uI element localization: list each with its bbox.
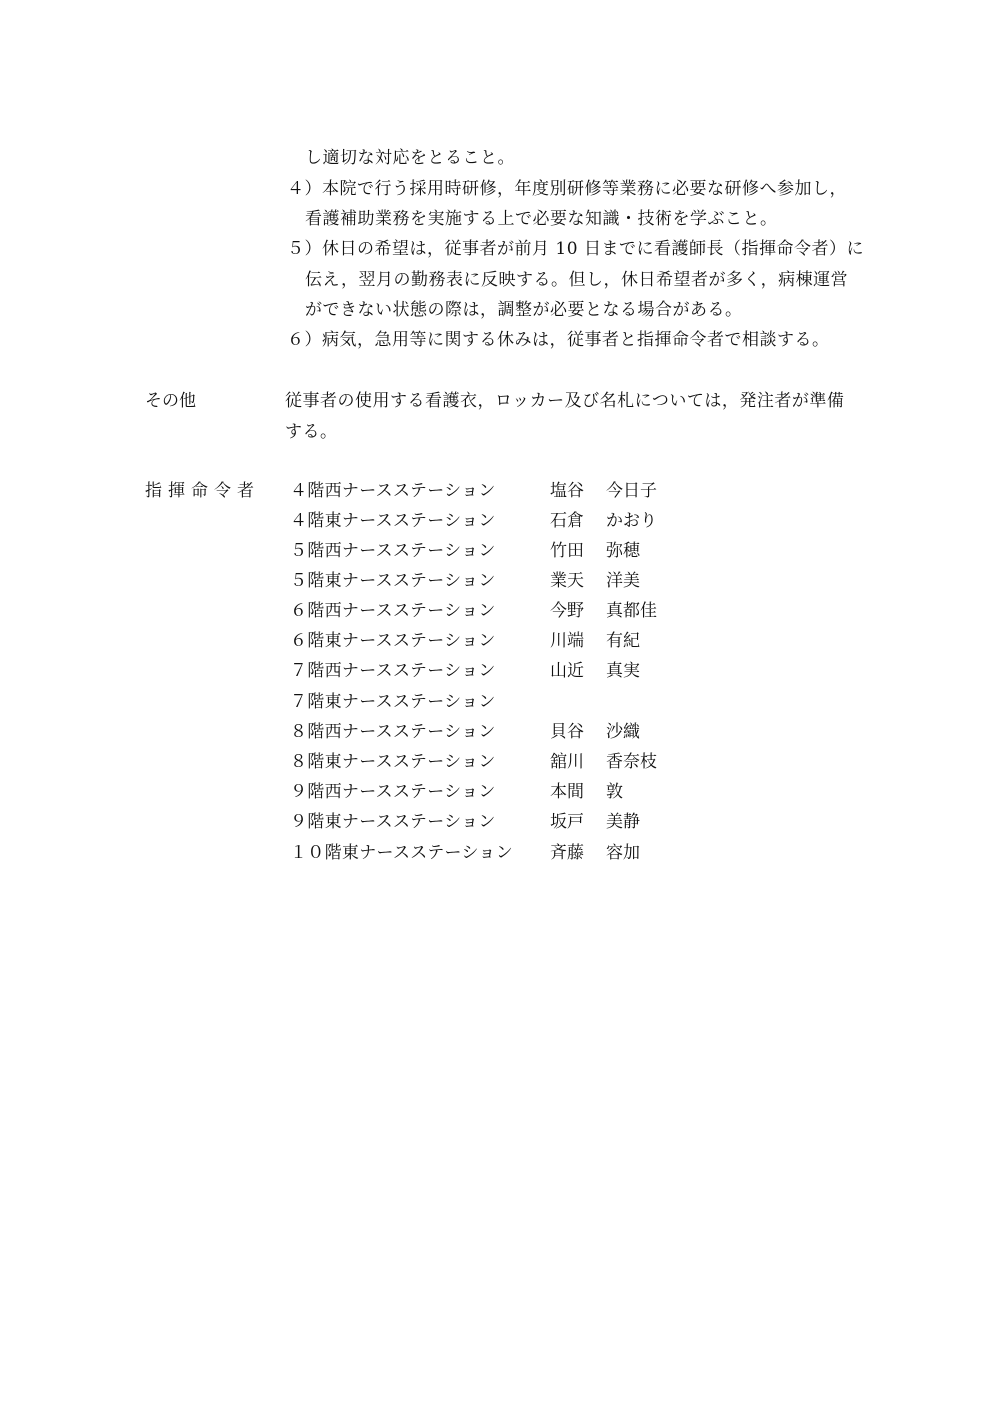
commander-given-name: かおり xyxy=(606,511,657,531)
duty-continuation-text: し適切な対応をとること。 xyxy=(305,148,515,168)
commander-surname: 竹田 xyxy=(550,541,584,561)
station-name: ４階東ナースステーション xyxy=(290,511,496,531)
commander-surname: 斉藤 xyxy=(550,843,584,863)
station-name: ９階西ナースステーション xyxy=(290,782,496,802)
commander-surname: 舘川 xyxy=(550,752,584,772)
station-name: ４階西ナースステーション xyxy=(290,481,496,501)
station-name: ７階西ナースステーション xyxy=(290,661,496,681)
station-name: ７階東ナースステーション xyxy=(290,692,496,712)
duty-item-4-line-2: 看護補助業務を実施する上で必要な知識・技術を学ぶこと。 xyxy=(305,209,778,229)
commander-given-name: 容加 xyxy=(606,843,640,863)
station-name: ５階西ナースステーション xyxy=(290,541,496,561)
duty-item-5-line-2: 伝え，翌月の勤務表に反映する。但し，休日希望者が多く，病棟運営 xyxy=(305,270,849,290)
commander-surname: 貝谷 xyxy=(550,722,584,742)
duty-item-5-line-3: ができない状態の際は，調整が必要となる場合がある。 xyxy=(305,300,743,320)
other-section-line-2: する。 xyxy=(285,422,338,442)
station-name: ６階西ナースステーション xyxy=(290,601,496,621)
commander-given-name: 香奈枝 xyxy=(606,752,657,772)
station-name: １０階東ナースステーション xyxy=(290,843,514,863)
commander-given-name: 今日子 xyxy=(606,481,657,501)
station-name: ５階東ナースステーション xyxy=(290,571,496,591)
other-section-line-1: 従事者の使用する看護衣，ロッカー及び名札については，発注者が準備 xyxy=(285,391,845,411)
commander-surname: 今野 xyxy=(550,601,584,621)
commander-surname: 本間 xyxy=(550,782,584,802)
commander-surname: 石倉 xyxy=(550,511,584,531)
duty-item-4-line-1: ４）本院で行う採用時研修，年度別研修等業務に必要な研修へ参加し， xyxy=(287,179,847,199)
duty-item-6-line-1: ６）病気，急用等に関する休みは，従事者と指揮命令者で相談する。 xyxy=(287,330,830,350)
commander-given-name: 敦 xyxy=(606,782,623,802)
commander-given-name: 美静 xyxy=(606,812,640,832)
duty-item-5-line-1: ５）休日の希望は，従事者が前月 10 日までに看護師長（指揮命令者）に xyxy=(287,239,864,259)
station-name: ８階東ナースステーション xyxy=(290,752,496,772)
commanders-section-label: 指揮命令者 xyxy=(145,481,260,501)
station-name: ８階西ナースステーション xyxy=(290,722,496,742)
commander-surname: 坂戸 xyxy=(550,812,584,832)
commander-given-name: 沙織 xyxy=(606,722,640,742)
commander-given-name: 真都佳 xyxy=(606,601,657,621)
station-name: ９階東ナースステーション xyxy=(290,812,496,832)
commander-given-name: 有紀 xyxy=(606,631,640,651)
commander-surname: 山近 xyxy=(550,661,584,681)
commander-surname: 塩谷 xyxy=(550,481,584,501)
commander-given-name: 真実 xyxy=(606,661,640,681)
commander-surname: 業天 xyxy=(550,571,584,591)
commander-given-name: 洋美 xyxy=(606,571,640,591)
station-name: ６階東ナースステーション xyxy=(290,631,496,651)
other-section-label: その他 xyxy=(145,391,196,411)
commander-given-name: 弥穂 xyxy=(606,541,640,561)
commander-surname: 川端 xyxy=(550,631,584,651)
